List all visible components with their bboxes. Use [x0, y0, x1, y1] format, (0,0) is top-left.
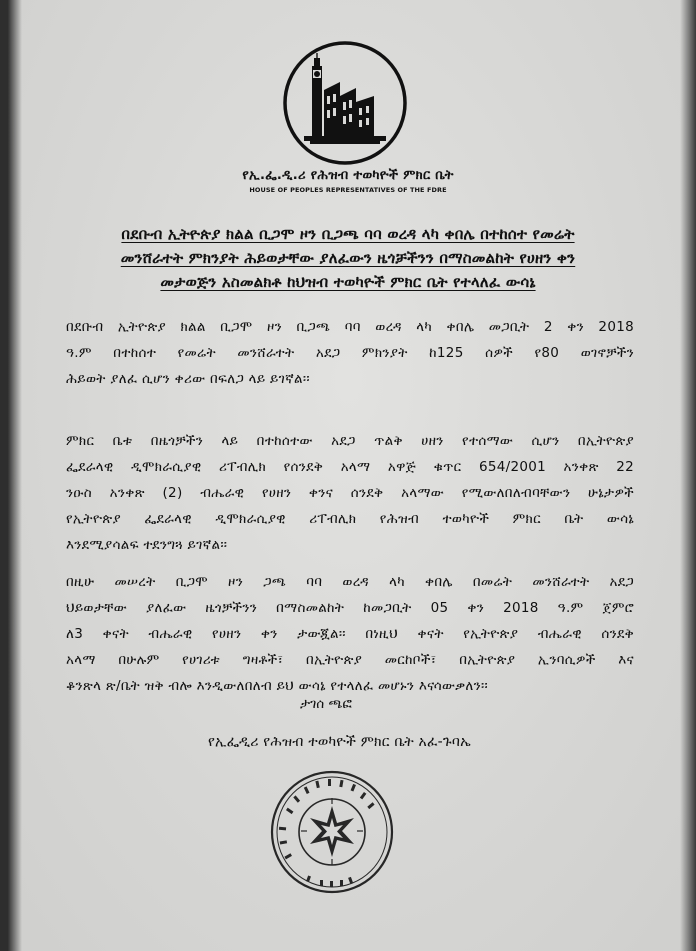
paragraph-line: ፌደራላዊ ዲሞክራሲያዊ ሪፐብሊክ የሰንደቅ አላማ አዋጅ ቁጥር 654/2001 አንቀጽ 22	[66, 459, 634, 475]
page-shadow-left	[0, 0, 22, 951]
paragraph-line: አላማ በሁሉም የሀገሪቱ ግዛቶች፣ በኢትዮጵያ መርከቦች፣ በኢትዮጵያ ኢንባሲዎች እና	[66, 652, 634, 668]
paragraph-line: ህይወታቸው ያለፈው ዜጎቻችንን በማስመልከት ከመጋቢት 05 ቀን 2018 ዓ.ም ጀምሮ	[66, 600, 634, 616]
title-line: መንሸራተት ምክንያት ሕይወታቸው ያለፈውን ዜጎቻችንን በማስመልከት የሀዘን ቀን	[120, 249, 576, 267]
paragraph-line: ንዑስ አንቀጽ (2) ብሔራዊ የሀዘን ቀንና ሰንደቅ አላማው የሚውለበለብባቸውን ሁኔታዎች	[66, 485, 634, 501]
parliament-building-logo-icon	[282, 40, 408, 166]
paragraph-line: ለ3 ቀናት ብሔራዊ የሀዘን ቀን ታውጇል፡፡ በነዚህ ቀናት የኢትዮጵያ ብሔራዊ ሰንደቅ	[66, 626, 634, 642]
title-line: በደቡብ ኢትዮጵያ ክልል ቢጋሞ ዞን ቢጋጫ ባባ ወረዳ ላካ ቀበሌ በተከሰተ የመሬት	[121, 225, 575, 243]
org-name-english: HOUSE OF PEOPLES REPRESENTATIVES OF THE FDRE	[249, 186, 447, 194]
paragraph-line: ዓ.ም በተከሰተ የመሬት መንሸራተት አደጋ ምክንያት ከ125 ሰዎች የ80 ወገኖቻችን	[66, 345, 634, 361]
paragraph-line: ምክር ቤቱ በዜጎቻችን ላይ በተከሰተው አደጋ ጥልቅ ሀዘን የተሰማው ሲሆን በኢትዮጵያ	[66, 433, 634, 449]
page-shadow-right	[680, 0, 696, 951]
paragraph-line: በዚሁ መሠረት ቢጋሞ ዞን ጋጫ ባባ ወረዳ ላካ ቀበሌ በመሬት መንሸራተት አደጋ	[66, 574, 634, 590]
paragraph-line: በደቡብ ኢትዮጵያ ክልል ቢጋሞ ዞን ቢጋጫ ባባ ወረዳ ላካ ቀበሌ መጋቢት 2 ቀን 2018	[66, 319, 634, 335]
body-paragraph-1	[66, 314, 634, 392]
signature-note: ታገሰ ጫፎ	[300, 696, 352, 712]
body-paragraph-3	[66, 569, 634, 699]
org-name-amharic: የኢ.ፌ.ዲ.ሪ የሕዝብ ተወካዮች ምክር ቤት	[242, 168, 454, 183]
paragraph-line: የኢትዮጵያ ፌደራላዊ ዲሞክራሲያዊ ሪፐብሊክ የሕዝብ ተወካዮች ምክር ቤት ውሳኔ	[66, 511, 634, 527]
paragraph-line: ቆንጽላ ጽ/ቤት ዝቅ ብሎ እንዲውለበለብ ይህ ውሳኔ የተላለፈ መሆኑን እናሳውቃለን፡፡	[66, 678, 488, 694]
official-seal-star-icon	[268, 768, 396, 896]
paragraph-line: እንደሚያሳልፍ ተደንግጓ ይገኛል፡፡	[66, 537, 228, 553]
body-paragraph-2	[66, 428, 634, 558]
signatory-organization: የኢፌዲሪ የሕዝብ ተወካዮች ምክር ቤት አፈ-ጉባኤ	[208, 734, 471, 750]
title-line: መታወጅን አስመልክቶ ከህዝብ ተወካዮች ምክር ቤት የተላለፈ ውሳኔ	[160, 273, 536, 291]
paragraph-line: ሕይወት ያለፈ ሲሆን ቀሪው በፍለጋ ላይ ይገኛል፡፡	[66, 371, 310, 387]
document-title	[70, 222, 626, 294]
